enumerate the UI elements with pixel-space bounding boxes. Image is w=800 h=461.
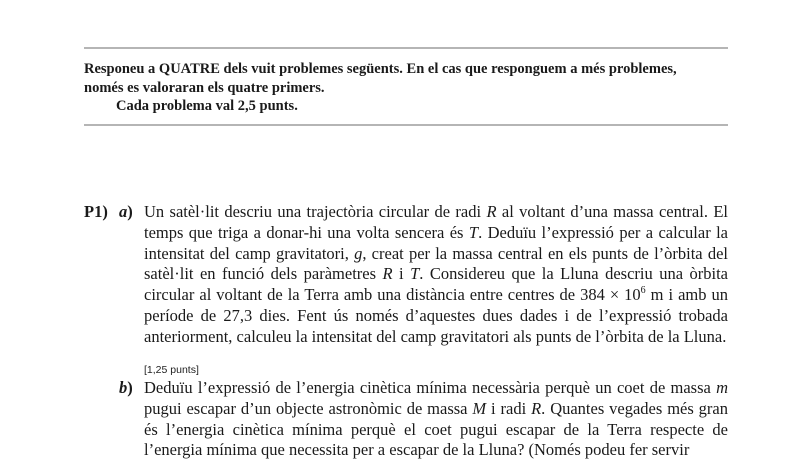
part-a-points: [1,25 punts] [144, 364, 199, 376]
part-a-label: a) [119, 202, 133, 221]
part-b-text: Deduïu l’expressió de l’energia cinètica mínima necessària perquè un coet de massa m pugui escapar d’un objecte astronòmic de massa M i radi R. Quantes vegades més gran és l’energia cinètica mínima perquè el coet pugui escapar de la Terra respecte de l’energia mínima que necessita per a escapar de la Lluna? (Només podeu fer servir [144, 378, 728, 460]
score-note: Cada problema val 2,5 punts. [116, 98, 298, 114]
part-a-text: Un satèl·lit descriu una trajectòria circular de radi R al voltant d’una massa central. El temps que triga a donar-hi una volta sencera és T. Deduïu l’expressió per a calcular la intensitat del camp gravitatori, g, creat per la massa central en els punts de l’òrbita del satèl·lit en funció dels paràmetres R i T. Considereu que la Lluna descriu una òrbita circular al voltant de la Terra amb una distància entre centres de $384 \times 10^6$ m i amb un període de 27,3 dies. Fent ús només d’aquestes dues dades i de l’expressió trobada anteriorment, calculeu la intensitat del camp gravitatori als punts de l’òrbita de la Lluna. [144, 202, 729, 346]
problem-label: P1) [84, 202, 108, 221]
top-rule [84, 47, 728, 49]
instructions-line-2: només es valoraran els quatre primers. [84, 79, 325, 96]
bottom-rule [84, 124, 728, 126]
instructions-line-1: Responeu a QUATRE dels vuit problemes següents. En el cas que responguem a més problemes, [84, 61, 677, 77]
part-b-label: b) [119, 378, 133, 397]
instructions-block [84, 60, 744, 116]
